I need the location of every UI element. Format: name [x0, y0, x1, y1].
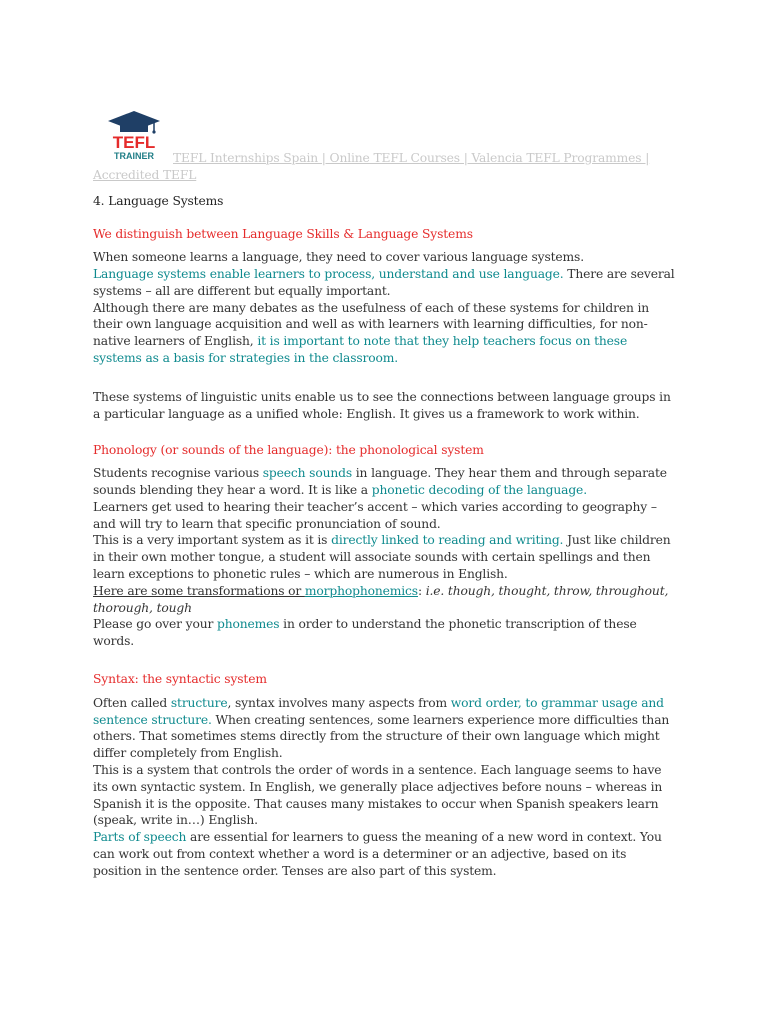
- section-phonology-body: [93, 465, 678, 650]
- intro-paragraph-1: When someone learns a language, they need to cover various language systems.: [93, 250, 584, 265]
- header-links: [93, 150, 678, 184]
- phonology-p4-colon: :: [417, 583, 426, 598]
- phonology-p3-text-a: This is a very important system as it is: [93, 533, 332, 548]
- logo-text-top: TEFL: [112, 133, 156, 152]
- intro-paragraph-4: These systems of linguistic units enable us to see the connections between language groups in a particular language as a unified whole: English. It gives us a framework to work within.: [93, 389, 671, 421]
- section-heading-phonology: Phonology (or sounds of the language): the phonological system: [93, 443, 484, 458]
- intro-link-language-systems[interactable]: Language systems enable learners to process, understand and use language.: [93, 266, 564, 281]
- link-morphophonemics[interactable]: morphophonemics: [304, 583, 418, 598]
- phonology-paragraph-4: [93, 583, 678, 617]
- document-title: 4. Language Systems: [93, 193, 224, 208]
- phonology-paragraph-2: Learners get used to hearing their teacher’s accent – which varies according to geography – and will try to learn that specific pronunciation of sound.: [93, 499, 657, 531]
- intro-link-teachers-focus[interactable]: it is important to note that they help teachers focus on these systems as a basis for strategies in the classroom.: [93, 334, 628, 365]
- header-links-anchor[interactable]: TEFL Internships Spain | Online TEFL Courses | Valencia TEFL Programmes | Accredited TEFL: [93, 151, 650, 182]
- section-heading-syntax: Syntax: the syntactic system: [93, 671, 267, 686]
- phonology-p1-text-a: Students recognise various: [93, 466, 263, 481]
- document-page: [93, 105, 678, 879]
- link-phonetic-decoding[interactable]: phonetic decoding of the language.: [371, 482, 587, 497]
- phonology-p5-text-a: Please go over your: [93, 617, 217, 632]
- section-syntax-body: [93, 695, 678, 880]
- phonology-p4-underlined: Here are some transformations or: [93, 583, 305, 598]
- link-parts-of-speech[interactable]: Parts of speech: [93, 830, 187, 845]
- link-word-order[interactable]: word order, to grammar usage and sentence structure.: [93, 695, 664, 727]
- syntax-p1-text-c: When creating sentences, some learners experience more difficulties than others. That sometimes stems directly from the structure of their own language which might differ completely from English.: [93, 712, 670, 761]
- syntax-paragraph-3: [93, 829, 678, 879]
- section-heading-language-systems: We distinguish between Language Skills & Language Systems: [93, 227, 473, 242]
- syntax-paragraph-1: [93, 695, 678, 762]
- phonology-p3-text-b: Just like children in their own mother tongue, a student will associate sounds with certain spellings and then learn exceptions to phonetic rules – which are numerous in English.: [93, 533, 671, 581]
- logo-text-bottom: TRAINER: [114, 151, 154, 161]
- link-phonemes[interactable]: phonemes: [216, 617, 280, 632]
- phonology-paragraph-1: [93, 465, 678, 499]
- intro-paragraph-2: [93, 266, 678, 300]
- syntax-paragraph-2: This is a system that controls the order of words in a sentence. Each language seems to have its own syntactic system. In English, we generally place adjectives before nouns – whereas in Spanish it is the opposite. That causes many mistakes to occur when Spanish speakers learn (speak, write in…) English.: [93, 762, 663, 828]
- syntax-p3-text-b: are essential for learners to guess the meaning of a new word in context. You can work out from context whether a word is a determiner or an adjective, based on its position in the sentence order. Tenses are also part of this system.: [93, 830, 662, 878]
- phonology-p1-text-b: in language. They hear them and through separate sounds blending they hear a word. It is like a: [93, 466, 667, 497]
- section-intro-body: [93, 249, 678, 367]
- link-reading-writing[interactable]: directly linked to reading and writing.: [331, 533, 564, 548]
- phonology-p4-examples: i.e. though, thought, throw, throughout, thorough, tough: [93, 583, 669, 615]
- intro-paragraph-3: [93, 300, 678, 367]
- phonology-paragraph-3: [93, 532, 678, 582]
- phonology-p5-text-b: in order to understand the phonetic transcription of these words.: [93, 617, 637, 649]
- intro-paragraph-2-rest: There are several systems – all are different but equally important.: [93, 266, 675, 298]
- syntax-p1-text-a: Often called: [93, 695, 171, 710]
- link-structure[interactable]: structure: [170, 695, 228, 710]
- intro-paragraph-3-text: Although there are many debates as the usefulness of each of these systems for children in their own language acquisition and well as with learners with learning difficulties, for non-native learners of English,: [93, 300, 650, 349]
- syntax-p1-text-b: , syntax involves many aspects from: [227, 695, 451, 710]
- link-speech-sounds[interactable]: speech sounds: [262, 466, 353, 481]
- phonology-paragraph-5: [93, 616, 678, 650]
